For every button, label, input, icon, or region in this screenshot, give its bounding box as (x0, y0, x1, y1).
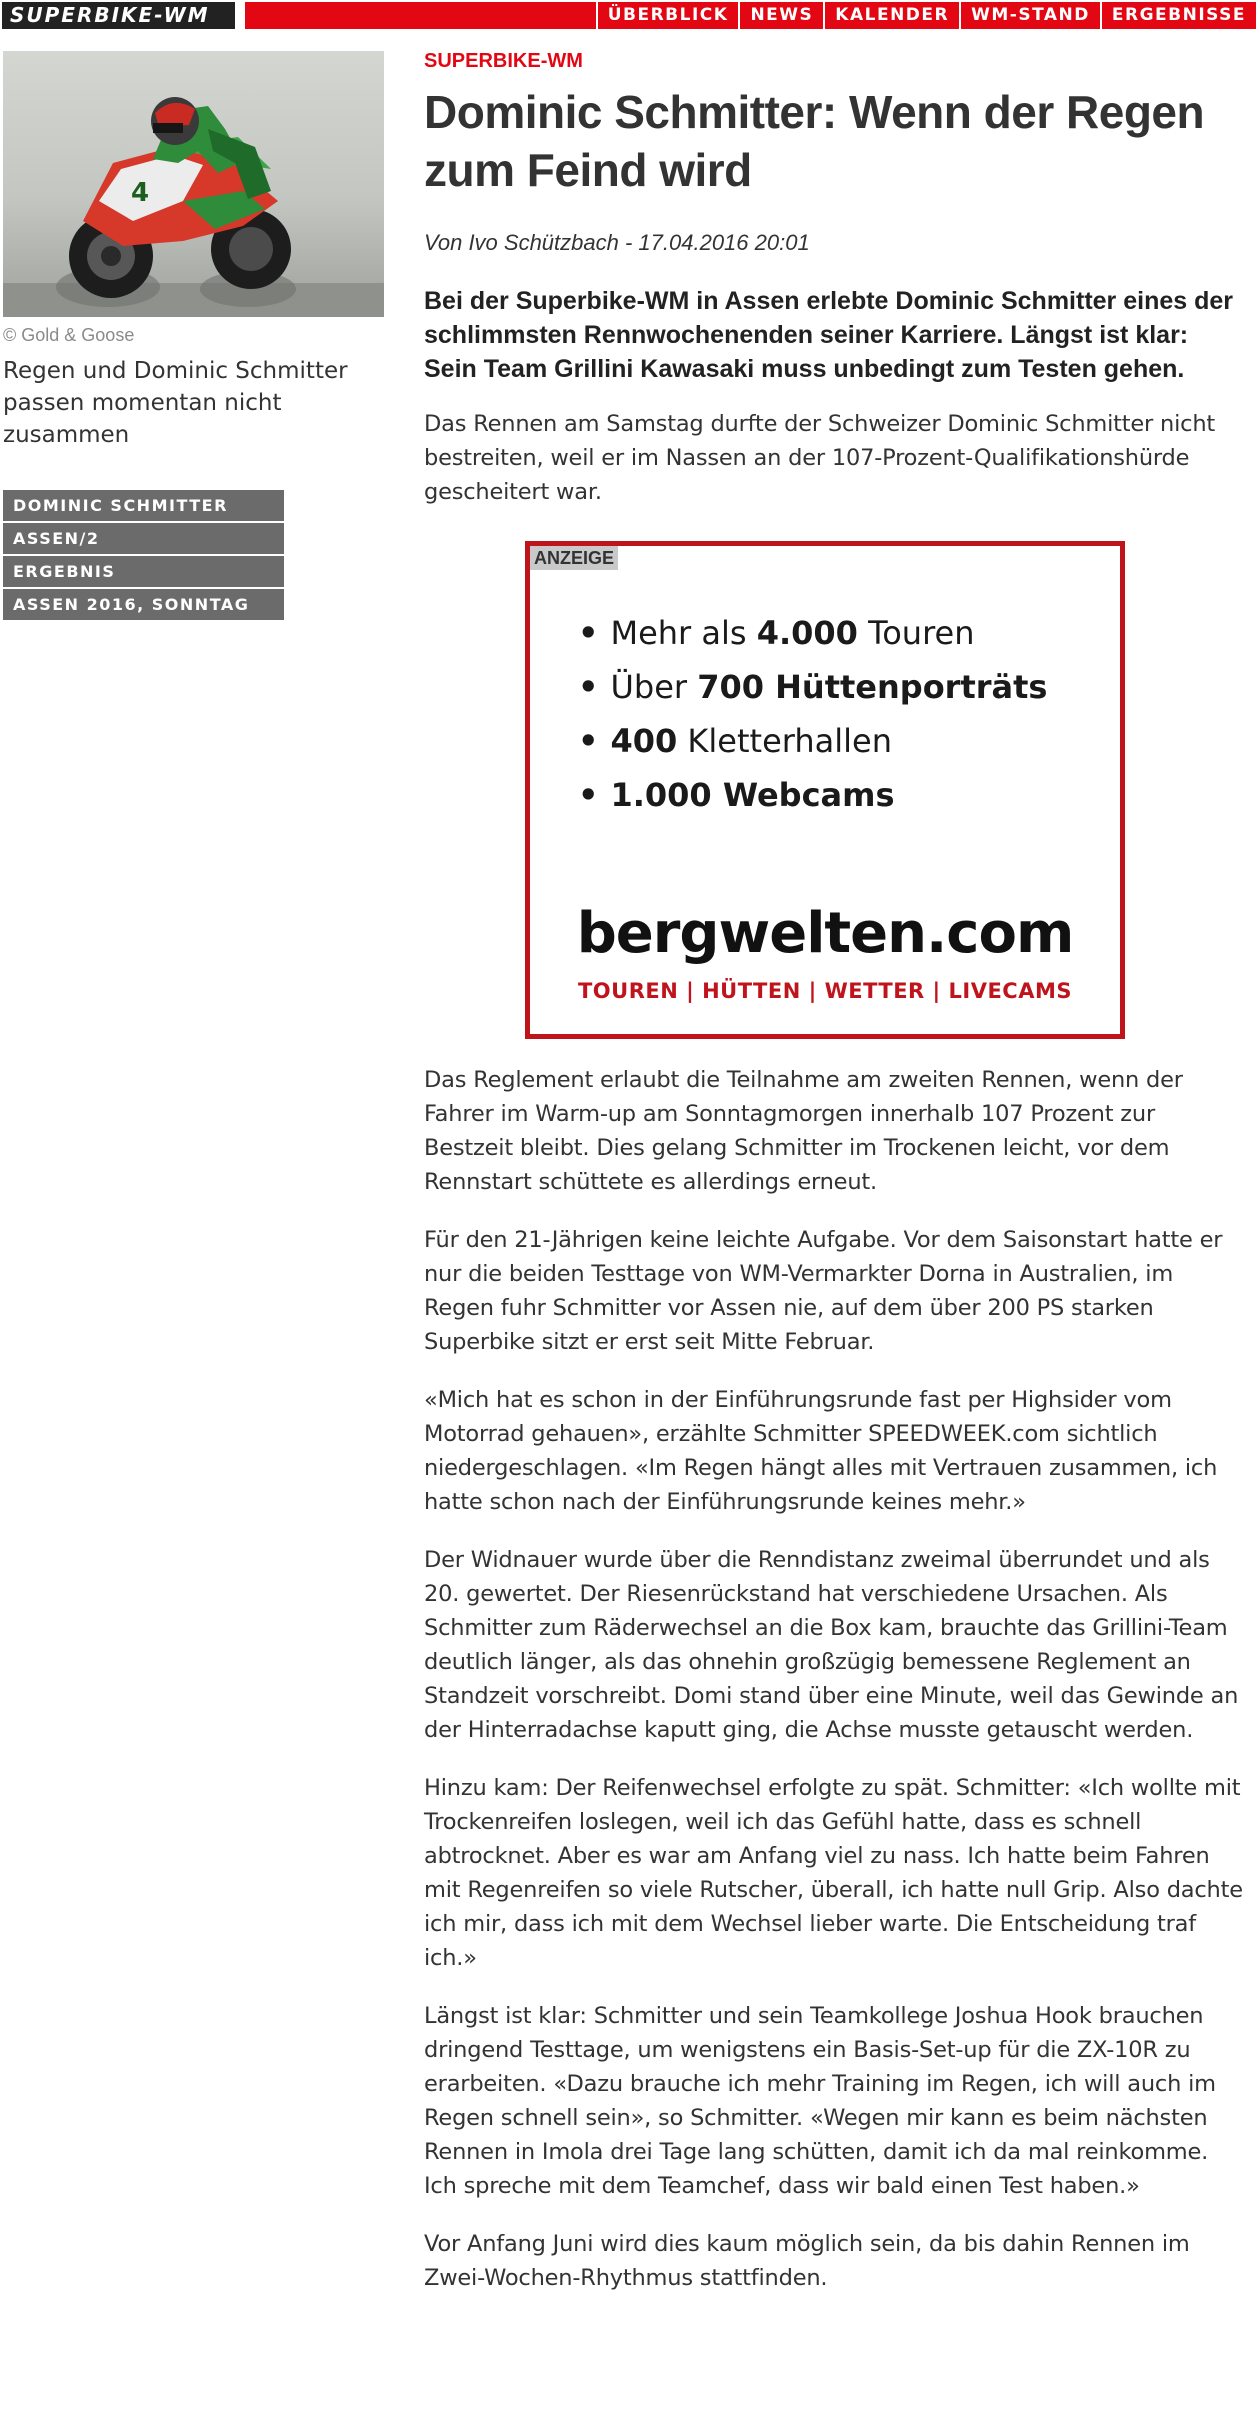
tag-assen-2016-sonntag[interactable]: ASSEN 2016, SONNTAG (3, 589, 284, 620)
nav-ergebnisse[interactable]: ERGEBNISSE (1100, 2, 1256, 29)
article-paragraph: Längst ist klar: Schmitter und sein Teamkollege Joshua Hook brauchen dringend Testtage, um wenigstens ein Basis-Set-up für die ZX-10R zu erarbeiten. «Dazu brauche ich mehr Training im Regen, ich will auch im Regen schnell sein», so Schmitter. «Wegen mir kann es beim nächsten Rennen in Imola drei Tage lang schütten, damit ich da mal reinkomme. Ich spreche mit dem Teamchef, dass wir bald einen Test haben.» (424, 2003, 1216, 2199)
ad-feature-list (578, 606, 1047, 822)
bullet-icon: • (578, 722, 599, 760)
top-navigation-bar (0, 0, 1258, 31)
nav-wm-stand[interactable]: WM-STAND (959, 2, 1100, 29)
tag-ergebnis[interactable]: ERGEBNIS (3, 556, 284, 587)
article-paragraph: Vor Anfang Juni wird dies kaum möglich sein, da bis dahin Rennen im Zwei-Wochen-Rhythmus stattfinden. (424, 2231, 1190, 2291)
bullet-icon: • (578, 668, 599, 706)
photo-credit: © Gold & Goose (3, 325, 135, 345)
article-headline: Dominic Schmitter: Wenn der Regen zum Feind wird (424, 86, 1205, 196)
nav-kalender[interactable]: KALENDER (823, 2, 959, 29)
site-logo-link[interactable]: SUPERBIKE-WM (2, 2, 235, 29)
article-paragraph: Für den 21-Jährigen keine leichte Aufgabe. Vor dem Saisonstart hatte er nur die beiden Testtage von WM-Vermarkter Dorna in Australien, im Regen fuhr Schmitter vor Assen nie, auf dem über 200 PS starken Superbike sitzt er erst seit Mitte Februar. (424, 1227, 1223, 1355)
article (424, 48, 1244, 2295)
ad-feature-item: • 400 Kletterhallen (578, 722, 892, 760)
article-byline: Von Ivo Schützbach - 17.04.2016 20:01 (424, 230, 810, 255)
tag-assen-2[interactable]: ASSEN/2 (3, 523, 284, 554)
article-lead: Bei der Superbike-WM in Assen erlebte Dominic Schmitter eines der schlimmsten Rennwochenenden seiner Karriere. Längst ist klar: Sein Team Grillini Kawasaki muss unbedingt zum Testen gehen. (424, 287, 1234, 383)
ad-feature-item: • 1.000 Webcams (578, 776, 895, 814)
article-paragraph: «Mich hat es schon in der Einführungsrunde fast per Highsider vom Motorrad gehauen», erzählte Schmitter SPEEDWEEK.com sichtlich niedergeschlagen. «Im Regen hängt alles mit Vertrauen zusammen, ich hatte schon nach der Einführungsrunde keines mehr.» (424, 1387, 1218, 1515)
motorcycle-rider-image (3, 51, 384, 317)
nav-news[interactable]: NEWS (738, 2, 823, 29)
article-paragraph: Das Rennen am Samstag durfte der Schweizer Dominic Schmitter nicht bestreiten, weil er im Nassen an der 107-Prozent-Qualifikationshürde gescheitert war. (424, 411, 1215, 505)
article-paragraph: Hinzu kam: Der Reifenwechsel erfolgte zu spät. Schmitter: «Ich wollte mit Trockenreifen loslegen, weil ich das Gefühl hatte, dass es schnell abtrocknet. Aber es war am Anfang viel zu nass. Ich hatte beim Fahren mit Regenreifen so viele Rutscher, überall, ich hatte null Grip. Also dachte ich mir, dass ich mit dem Wechsel lieber warte. Die Entscheidung traf ich.» (424, 1775, 1243, 1971)
bullet-icon: • (578, 776, 599, 814)
ad-brand-name: bergwelten.com (576, 901, 1074, 966)
topic-tags (3, 490, 284, 622)
main-nav (596, 2, 1256, 29)
nav-ueberblick[interactable]: ÜBERBLICK (596, 2, 739, 29)
advertisement-banner[interactable] (525, 541, 1125, 1039)
ad-feature-item: • Mehr als 4.000 Touren (578, 614, 975, 652)
svg-text:4: 4 (131, 178, 150, 208)
tag-dominic-schmitter[interactable]: DOMINIC SCHMITTER (3, 490, 284, 521)
photo-caption: Regen und Dominic Schmitter passen momentan nicht zusammen (3, 358, 348, 448)
article-photo[interactable] (3, 51, 384, 317)
bullet-icon: • (578, 614, 599, 652)
article-paragraph: Der Widnauer wurde über die Renndistanz zweimal überrundet und als 20. gewertet. Der Riesenrückstand hat verschiedene Ursachen. Als Schmitter zum Räderwechsel an die Box kam, brauchte das Grillini-Team deutlich länger, als das ohnehin großzügig bemessene Reglement an Standzeit vorschreibt. Domi stand über eine Minute, weil das Gewinde an der Hinterradachse kaputt ging, die Achse musste getauscht werden. (424, 1547, 1239, 1743)
article-kicker: SUPERBIKE-WM (424, 50, 583, 72)
ad-tagline: TOUREN | HÜTTEN | WETTER | LIVECAMS (577, 979, 1072, 1003)
article-paragraph: Das Reglement erlaubt die Teilnahme am zweiten Rennen, wenn der Fahrer im Warm-up am Sonntagmorgen innerhalb 107 Prozent zur Bestzeit bleibt. Dies gelang Schmitter im Trockenen leicht, vor dem Rennstart schüttete es allerdings erneut. (424, 1067, 1183, 1195)
ad-feature-item: • Über 700 Hüttenporträts (578, 668, 1048, 706)
ad-label: ANZEIGE (530, 546, 618, 570)
